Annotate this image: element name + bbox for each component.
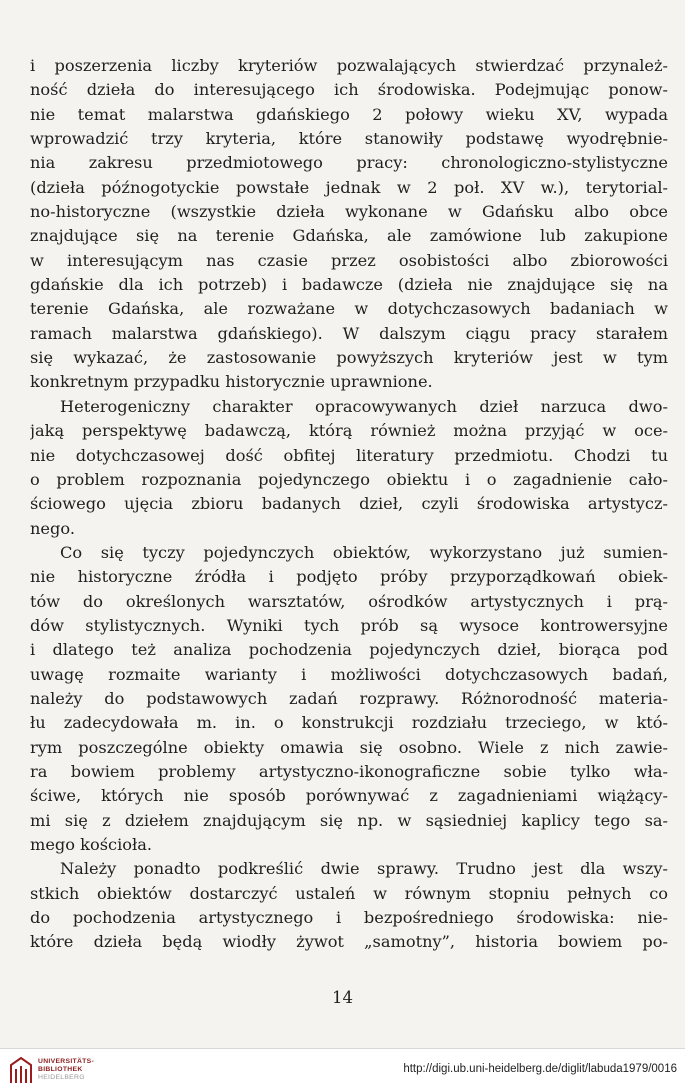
text-line: tów do określonych warsztatów, ośrodków artystycznych i prą- bbox=[30, 591, 668, 611]
text-line: nie historyczne źródła i podjęto próby przyporządkowań obiek- bbox=[30, 567, 668, 587]
text-line: Co się tyczy pojedynczych obiektów, wykorzystano już sumien- bbox=[60, 542, 668, 562]
text-line: stkich obiektów dostarczyć ustaleń w równym stopniu pełnych co bbox=[30, 883, 668, 903]
library-name-line2: BIBLIOTHEK bbox=[38, 1066, 83, 1073]
text-line: uwagę rozmaite warianty i możliwości dotychczasowych badań, bbox=[30, 664, 668, 684]
library-name-line3: HEIDELBERG bbox=[38, 1074, 85, 1081]
text-line: terenie Gdańska, ale rozważane w dotychczasowych badaniach w bbox=[30, 299, 668, 319]
text-line: do pochodzenia artystycznego i bezpośredniego środowiska: nie- bbox=[30, 908, 668, 928]
text-line: mego kościoła. bbox=[30, 835, 153, 854]
viewer-footer bbox=[0, 1048, 685, 1091]
text-line: (dzieła późnogotyckie powstałe jednak w 2 poł. XV w.), terytorial- bbox=[30, 177, 668, 197]
text-line: dów stylistycznych. Wyniki tych prób są wysoce kontrowersyjne bbox=[30, 615, 668, 635]
text-line: Należy ponadto podkreślić dwie sprawy. Trudno jest dla wszy- bbox=[60, 859, 668, 879]
text-line: ra bowiem problemy artystyczno-ikonograficzne sobie tylko wła- bbox=[30, 761, 668, 781]
text-line: w interesującym nas czasie przez osobistości albo zbiorowości bbox=[30, 250, 668, 270]
body-text bbox=[30, 54, 668, 955]
text-line: nia zakresu przedmiotowego pracy: chronologiczno-stylistyczne bbox=[30, 153, 668, 173]
text-line: nego. bbox=[30, 518, 75, 538]
text-line: ściowego ujęcia zbioru badanych dzieł, czyli środowiska artystycz- bbox=[30, 494, 668, 514]
page-number: 14 bbox=[332, 988, 353, 1007]
library-name-line1: UNIVERSITÄTS- bbox=[38, 1058, 95, 1065]
text-line: gdańskie dla ich potrzeb) i badawcze (dzieła nie znajdujące się na bbox=[30, 275, 668, 295]
text-line: wprowadzić trzy kryteria, które stanowiły podstawę wyodrębnie- bbox=[30, 129, 668, 149]
text-line: które dzieła będą wiodły żywot „samotny”, historia bowiem po- bbox=[30, 932, 668, 952]
text-line: i dlatego też analiza pochodzenia pojedynczych dzieł, biorąca pod bbox=[30, 640, 668, 660]
text-line: ramach malarstwa gdańskiego). W dalszym ciągu pracy starałem bbox=[30, 323, 668, 343]
text-line: łu zadecydowała m. in. o konstrukcji rozdziału trzeciego, w któ- bbox=[30, 713, 668, 733]
text-line: nie dotychczasowej dość obfitej literatury przedmiotu. Chodzi tu bbox=[30, 445, 668, 465]
text-line: Heterogeniczny charakter opracowywanych dzieł narzuca dwo- bbox=[60, 396, 668, 416]
text-line: znajdujące się na terenie Gdańska, ale zamówione lub zakupione bbox=[30, 226, 668, 246]
document-url-link[interactable]: http://digi.ub.uni-heidelberg.de/diglit/labuda1979/0016 bbox=[403, 1063, 677, 1075]
text-line: konkretnym przypadku historycznie uprawnione. bbox=[30, 372, 433, 392]
text-line: nie temat malarstwa gdańskiego 2 połowy wieku XV, wypada bbox=[30, 104, 668, 124]
text-line: i poszerzenia liczby kryteriów pozwalających stwierdzać przynależ- bbox=[30, 56, 668, 75]
library-name bbox=[38, 1058, 94, 1082]
text-line: rym poszczególne obiekty omawia się osobno. Wiele z nich zawie- bbox=[30, 737, 668, 757]
text-line: no-historyczne (wszystkie dzieła wykonane w Gdańsku albo obce bbox=[30, 202, 668, 222]
text-line: się wykazać, że zastosowanie powyższych kryteriów jest w tym bbox=[30, 348, 668, 368]
text-line: należy do podstawowych zadań rozprawy. Różnorodność materia- bbox=[30, 688, 668, 708]
text-line: ność dzieła do interesującego ich środowiska. Podejmując ponow- bbox=[30, 80, 668, 100]
text-line: o problem rozpoznania pojedynczego obiektu i o zagadnienie cało- bbox=[30, 469, 668, 489]
university-library-logo-icon bbox=[8, 1055, 34, 1085]
text-line: mi się z dziełem znajdującym się np. w sąsiedniej kaplicy tego sa- bbox=[30, 810, 668, 830]
text-line: ściwe, których nie sposób porównywać z zagadnieniami wiążący- bbox=[30, 786, 668, 806]
text-line: jaką perspektywę badawczą, którą również można przyjąć w oce- bbox=[30, 421, 668, 441]
